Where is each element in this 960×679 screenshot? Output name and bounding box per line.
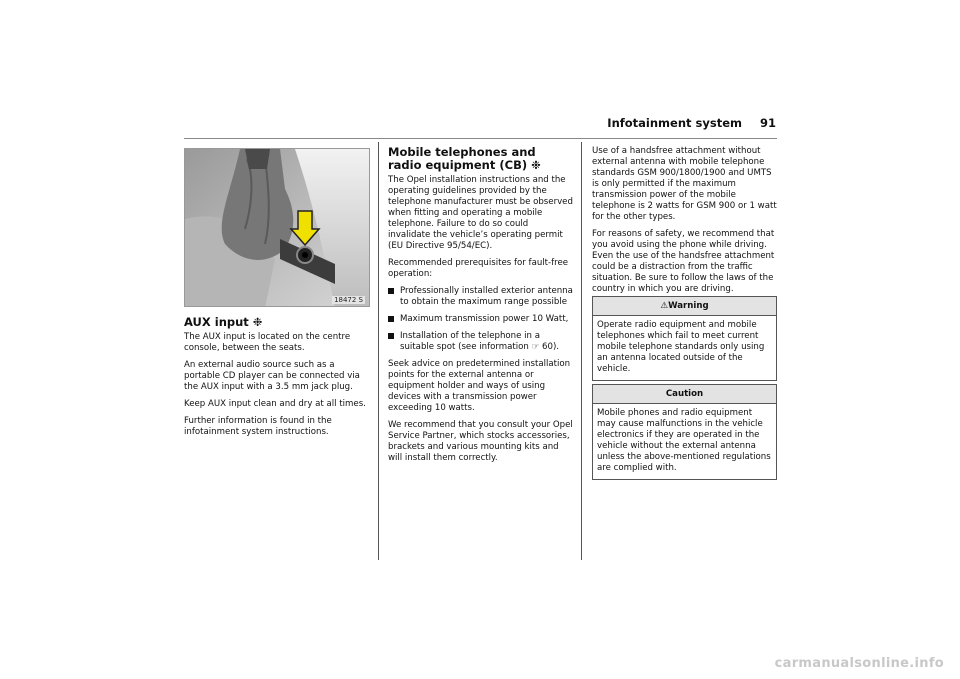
list-item (388, 286, 573, 308)
column-handsfree (592, 146, 777, 301)
image-code: 18472 S (334, 296, 363, 304)
watermark: carmanualsonline.info (774, 656, 944, 671)
caution-title: Caution (593, 385, 776, 404)
column-divider-2 (581, 142, 582, 560)
paragraph: We recommend that you consult your Opel Service Partner, which stocks accessories, brackets and various mounting kits and will install them correctly. (388, 420, 573, 463)
warning-text: Operate radio equipment and mobile telephones which fail to meet current mobile telephone standards only using an antenna located outside of the vehicle. (597, 320, 765, 374)
section-title: Infotainment system (607, 116, 742, 130)
list-item (388, 331, 573, 353)
caution-box (592, 384, 777, 480)
warning-box (592, 296, 777, 381)
bullet-square-icon (388, 316, 394, 322)
list-item-text: Maximum transmission power 10 Watt, (400, 314, 569, 324)
list-item-text: Professionally installed exterior antenna to obtain the maximum range possible (400, 286, 573, 307)
warning-title: ⚠Warning (593, 297, 776, 316)
column-aux-input (184, 316, 370, 444)
paragraph: An external audio source such as a portable CD player can be connected via the AUX input with a 3.5 mm jack plug. (184, 360, 360, 392)
bullet-square-icon (388, 288, 394, 294)
paragraph: Keep AUX input clean and dry at all times. (184, 399, 366, 409)
paragraph: Seek advice on predetermined installation points for the external antenna or equipment holder and ways of using devices with a transmission power exceeding 10 watts. (388, 359, 571, 413)
list-item (388, 314, 573, 325)
page-number: 91 (759, 116, 776, 130)
paragraph: Recommended prerequisites for fault-free operation: (388, 258, 569, 279)
column-mobile-telephones (388, 146, 573, 470)
aux-input-photo (184, 148, 370, 307)
aux-input-heading: AUX input ❉ (184, 315, 263, 329)
header-rule (184, 138, 777, 139)
column-divider-1 (378, 142, 379, 560)
paragraph: For reasons of safety, we recommend that you avoid using the phone while driving. Even the use of the handsfree attachment could be a distraction from the traffic situation. Be sure to follow the laws of the country in which you are driving. (592, 229, 775, 294)
paragraph: Use of a handsfree attachment without external antenna with mobile telephone standards GSM 900/1800/1900 and UMTS is only permitted if the maximum transmission power of the mobile telephone is 2 watts for GSM 900 or 1 watt for the other types. (592, 146, 777, 222)
paragraph: Further information is found in the infotainment system instructions. (184, 416, 332, 437)
list-item-text: Installation of the telephone in a suitable spot (see information ☞ 60). (400, 331, 560, 352)
caution-text: Mobile phones and radio equipment may cause malfunctions in the vehicle electronics if they are operated in the vehicle without the external antenna unless the above-mentioned regulations are complied with. (597, 408, 771, 473)
paragraph: The AUX input is located on the centre console, between the seats. (184, 332, 351, 353)
bullet-square-icon (388, 333, 394, 339)
mobile-telephones-heading: Mobile telephones and radio equipment (CB) ❉ (388, 145, 541, 172)
paragraph: The Opel installation instructions and the operating guidelines provided by the telephone manufacturer must be observed when fitting and operating a mobile telephone. Failure to do so could invalidate the vehicle’s operating permit (EU Directive 95/54/EC). (388, 175, 573, 251)
